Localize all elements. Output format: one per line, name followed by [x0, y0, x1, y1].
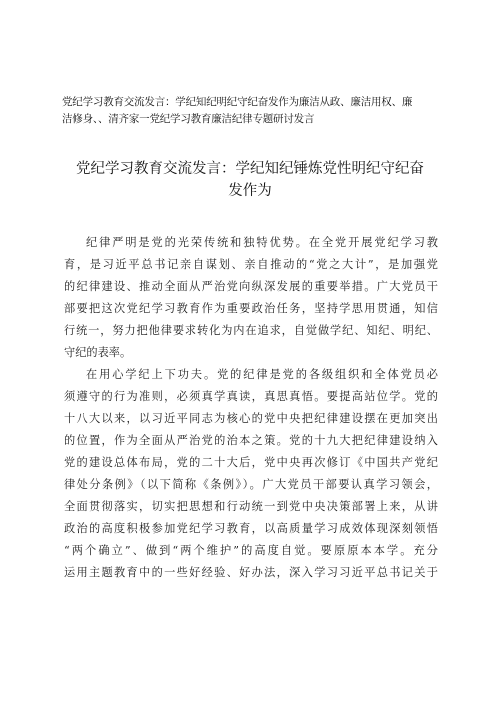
body-line: 守纪的表率。 — [64, 346, 132, 359]
body-line: 的纪律建设、推动全面从严治党向纵深发展的重要举措。广大党员干 — [64, 280, 438, 293]
title-line: 党纪学习教育交流发言：学纪知纪锤炼党性明纪守纪奋 — [76, 161, 424, 177]
title-line: 发作为 — [228, 183, 272, 199]
body-line: 须遵守的行为准则，必须真学真读，真思真悟。要提高站位学。党的 — [64, 390, 438, 403]
header-line: 党纪学习教育交流发言：学纪知纪明纪守纪奋发作为廉洁从政、廉洁用权、廉 — [62, 96, 413, 108]
document-title — [62, 158, 438, 202]
body-line: 政治的高度积极参加党纪学习教育，以高质量学习成效体现深刻领悟 — [64, 522, 438, 535]
body-line: 部要把这次党纪学习教育作为重要政治任务，坚持学思用贯通，知信 — [64, 302, 438, 315]
body-line: 全面贯彻落实，切实把思想和行动统一到党中央决策部署上来，从讲 — [64, 500, 438, 513]
body-line: “两个确立”、做到“两个维护”的高度自觉。要原原本本学。充分 — [64, 544, 438, 557]
body-line: 育，是习近平总书记亲自谋划、亲自推动的“党之大计”，是加强党 — [64, 258, 438, 271]
body-line: 的位置，作为全面从严治党的治本之策。党的十九大把纪律建设纳入 — [64, 434, 438, 447]
body-line: 十八大以来，以习近平同志为核心的党中央把纪律建设摆在更加突出 — [64, 412, 438, 425]
body-line: 党的建设总体布局，党的二十大后，党中央再次修订《中国共产党纪 — [64, 456, 438, 469]
body-line: 纪律严明是党的光荣传统和独特优势。在全党开展党纪学习教 — [86, 236, 438, 249]
body-line: 律处分条例》（以下简称《条例》）。广大党员干部要认真学习领会， — [64, 478, 438, 491]
body-line: 行统一，努力把他律要求转化为内在追求，自觉做学纪、知纪、明纪、 — [64, 324, 438, 337]
document-header — [62, 94, 452, 128]
document-body — [64, 232, 438, 584]
body-line: 运用主题教育中的一些好经验、好办法，深入学习习近平总书记关于 — [64, 566, 438, 579]
header-line: 洁修身、、清齐家一党纪学习教育廉洁纪律专题研讨发言 — [62, 113, 315, 125]
paragraph-2 — [64, 364, 438, 584]
body-line: 在用心学纪上下功夫。党的纪律是党的各级组织和全体党员必 — [86, 368, 438, 381]
paragraph-1 — [64, 232, 438, 364]
